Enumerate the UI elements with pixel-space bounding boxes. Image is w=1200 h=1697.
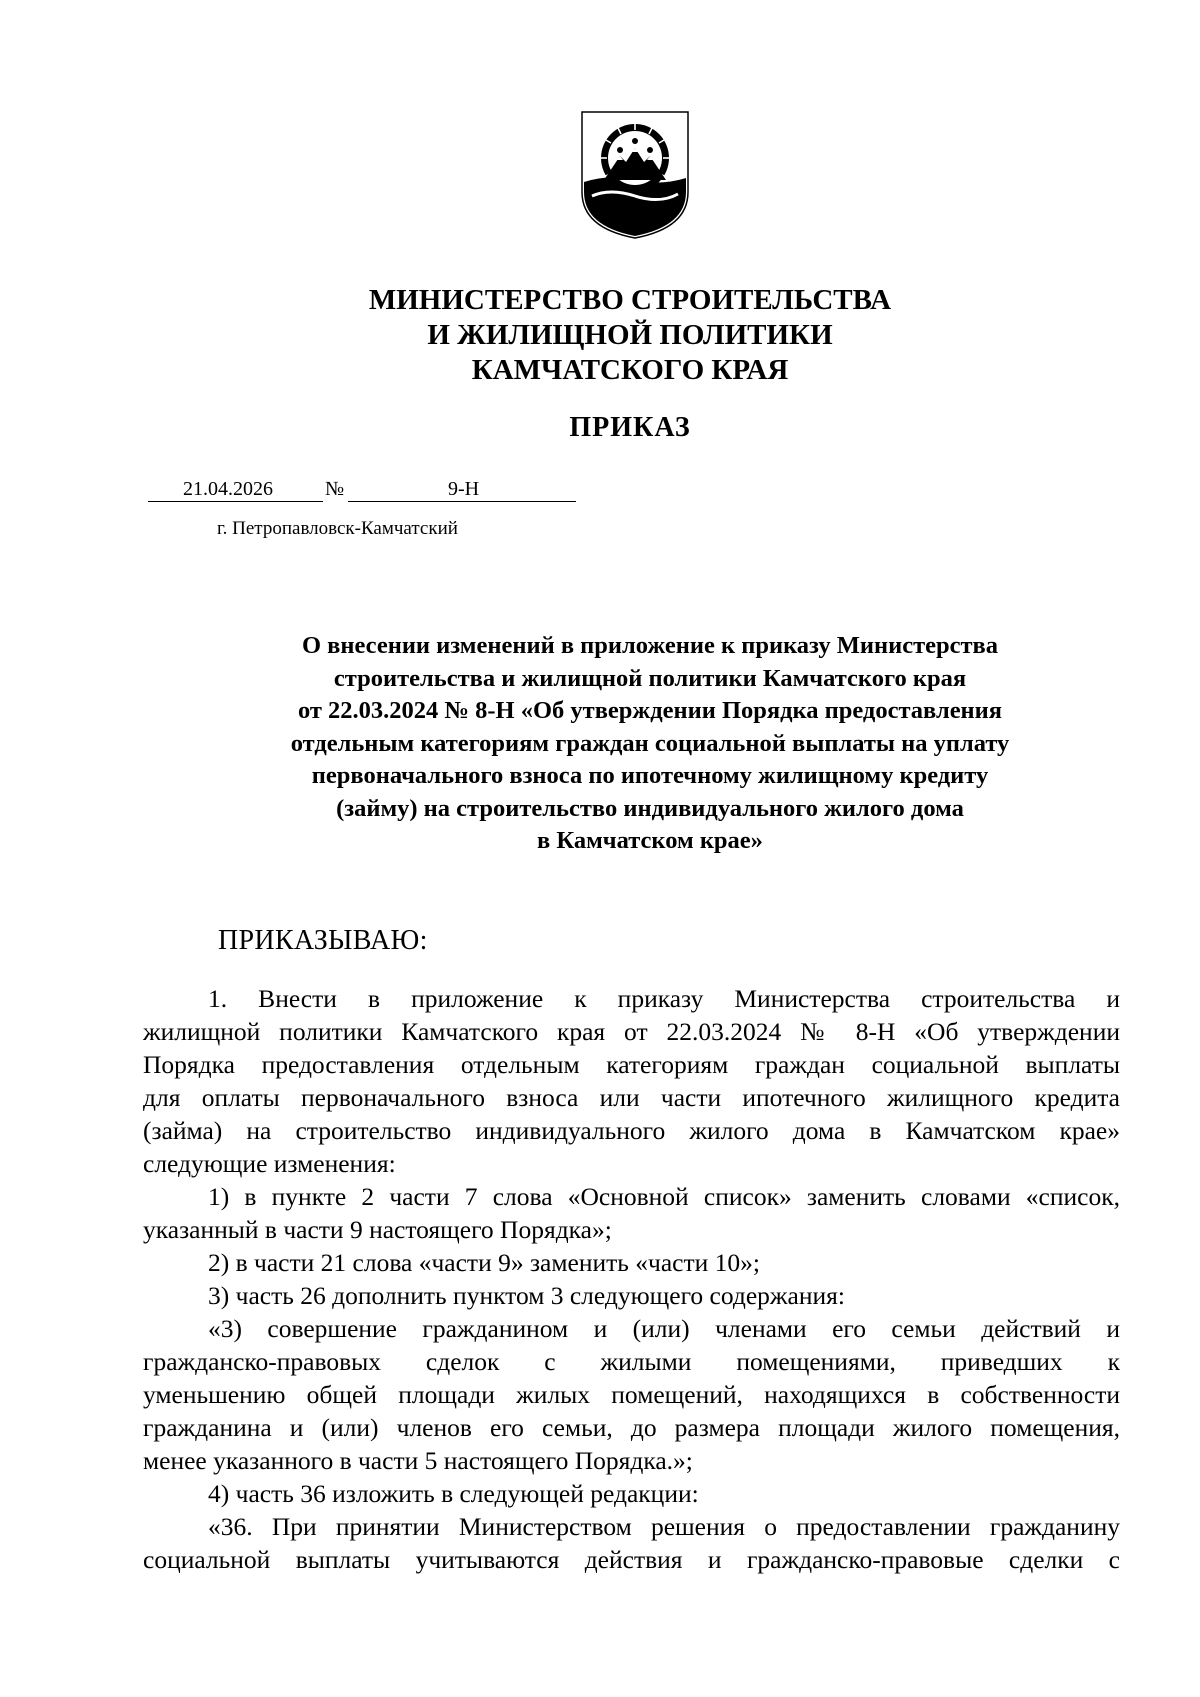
body-line: уменьшению общей площади жилых помещений, находящихся в собственности — [143, 1380, 1120, 1409]
body-line: (займа) на строительство индивидуального жилого дома в Камчатском крае» — [143, 1116, 1120, 1145]
number-sign: № — [325, 478, 345, 500]
subject-line: строительства и жилищной политики Камчатского края — [333, 664, 967, 692]
body-line: 1) в пункте 2 части 7 слова «Основной список» заменить словами «список, — [208, 1182, 1120, 1211]
body-line: менее указанного в части 5 настоящего Порядка.»; — [143, 1446, 693, 1475]
subject-line: от 22.03.2024 № 8-Н «Об утверждении Порядка предоставления — [297, 697, 1003, 724]
order-number: 9-Н — [448, 478, 480, 500]
ministry-name-line-2: И ЖИЛИЩНОЙ ПОЛИТИКИ — [427, 319, 833, 351]
ministry-name-line-3: КАМЧАТСКОГО КРАЯ — [471, 354, 789, 386]
body-line: гражданско-правовых сделок с жилыми помещениями, приведших к — [143, 1347, 1120, 1376]
order-subject — [230, 630, 1070, 858]
body-line: указанный в части 9 настоящего Порядка»; — [143, 1215, 612, 1244]
body-line: социальной выплаты учитываются действия и гражданско-правовые сделки с — [143, 1545, 1120, 1574]
body-line: жилищной политики Камчатского края от 22.03.2024 № 8-Н «Об утверждении — [143, 1017, 1120, 1046]
city-name: г. Петропавловск-Камчатский — [217, 518, 458, 539]
subject-line: (займу) на строительство индивидуального жилого дома — [336, 794, 964, 822]
coat-of-arms-icon — [580, 110, 690, 240]
order-body — [143, 982, 1120, 1576]
subject-line: отдельным категориям граждан социальной выплаты на уплату — [290, 729, 1010, 757]
body-line: «3) совершение гражданином и (или) членами его семьи действий и — [208, 1314, 1120, 1343]
body-line: 4) часть 36 изложить в следующей редакции: — [208, 1479, 699, 1508]
subject-line: в Камчатском крае» — [537, 827, 763, 854]
body-line: 3) часть 26 дополнить пунктом 3 следующего содержания: — [208, 1281, 845, 1310]
ministry-name-line-1: МИНИСТЕРСТВО СТРОИТЕЛЬСТВА — [368, 284, 892, 316]
document-type-title: ПРИКАЗ — [569, 412, 691, 443]
body-line: «36. При принятии Министерством решения о предоставлении гражданину — [208, 1512, 1120, 1541]
subject-line: первоначального взноса по ипотечному жилищному кредиту — [311, 762, 989, 789]
body-line: гражданина и (или) членов его семьи, до размера площади жилого помещения, — [143, 1413, 1120, 1442]
number-underline — [348, 501, 576, 502]
body-line: для оплаты первоначального взноса или части ипотечного жилищного кредита — [143, 1083, 1120, 1112]
body-line: следующие изменения: — [143, 1149, 396, 1178]
date-underline — [148, 501, 323, 502]
order-directive-word: ПРИКАЗЫВАЮ: — [218, 925, 428, 956]
order-date: 21.04.2026 — [183, 478, 273, 500]
body-line: 2) в части 21 слова «части 9» заменить «части 10»; — [208, 1248, 760, 1277]
body-line: 1. Внести в приложение к приказу Министерства строительства и — [208, 984, 1120, 1013]
subject-line: О внесении изменений в приложение к приказу Министерства — [301, 632, 999, 659]
body-line: Порядка предоставления отдельным категориям граждан социальной выплаты — [143, 1050, 1120, 1079]
